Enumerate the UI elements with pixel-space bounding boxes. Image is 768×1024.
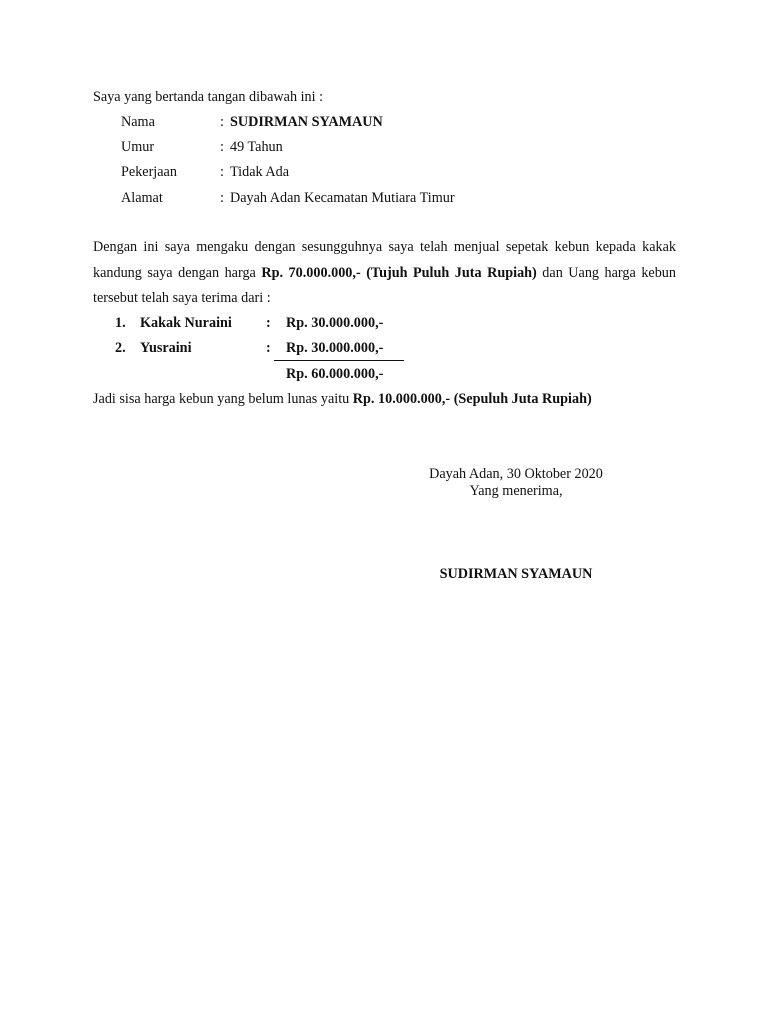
remainder-amount: Rp. 10.000.000,- (Sepuluh Juta Rupiah) — [352, 391, 592, 407]
payment-name: Kakak Nuraini — [140, 315, 232, 331]
statement-paragraph — [93, 235, 676, 312]
occupation-colon: : — [220, 164, 224, 180]
payment-amount: Rp. 30.000.000,- — [286, 315, 384, 331]
sum-divider — [274, 360, 404, 361]
statement-price: Rp. 70.000.000,- (Tujuh Puluh Juta Rupiah) — [261, 264, 537, 281]
occupation-value: Tidak Ada — [230, 164, 289, 180]
age-label: Umur — [121, 139, 155, 155]
payment-number: 2. — [115, 340, 126, 356]
age-colon: : — [220, 139, 224, 155]
name-colon: : — [220, 114, 224, 130]
address-value: Dayah Adan Kecamatan Mutiara Timur — [230, 190, 455, 206]
intro-text: Saya yang bertanda tangan dibawah ini : — [93, 89, 324, 105]
signature-place-date: Dayah Adan, 30 Oktober 2020 — [429, 466, 603, 482]
statement-part1: Dengan ini saya mengaku dengan sesungguhnya saya telah menjual sepetak kebun kepada kakak kandung saya dengan harga — [93, 239, 676, 281]
payment-amount: Rp. 30.000.000,- — [286, 340, 384, 356]
signature-name: SUDIRMAN SYAMAUN — [439, 566, 593, 582]
remainder-line — [93, 391, 592, 408]
statement-part2: dan Uang harga kebun tersebut telah saya terima dari : — [93, 264, 676, 306]
address-label: Alamat — [121, 190, 163, 206]
remainder-text: Jadi sisa harga kebun yang belum lunas yaitu — [93, 391, 353, 407]
total-amount: Rp. 60.000.000,- — [286, 366, 384, 382]
age-value: 49 Tahun — [230, 139, 283, 155]
occupation-label: Pekerjaan — [121, 164, 177, 180]
payment-colon: : — [266, 340, 271, 356]
name-value: SUDIRMAN SYAMAUN — [230, 114, 383, 130]
name-label: Nama — [121, 114, 155, 130]
payment-number: 1. — [115, 315, 126, 331]
address-colon: : — [220, 190, 224, 206]
payment-colon: : — [266, 315, 271, 331]
payment-name: Yusraini — [140, 340, 192, 356]
signature-role: Yang menerima, — [469, 483, 563, 499]
